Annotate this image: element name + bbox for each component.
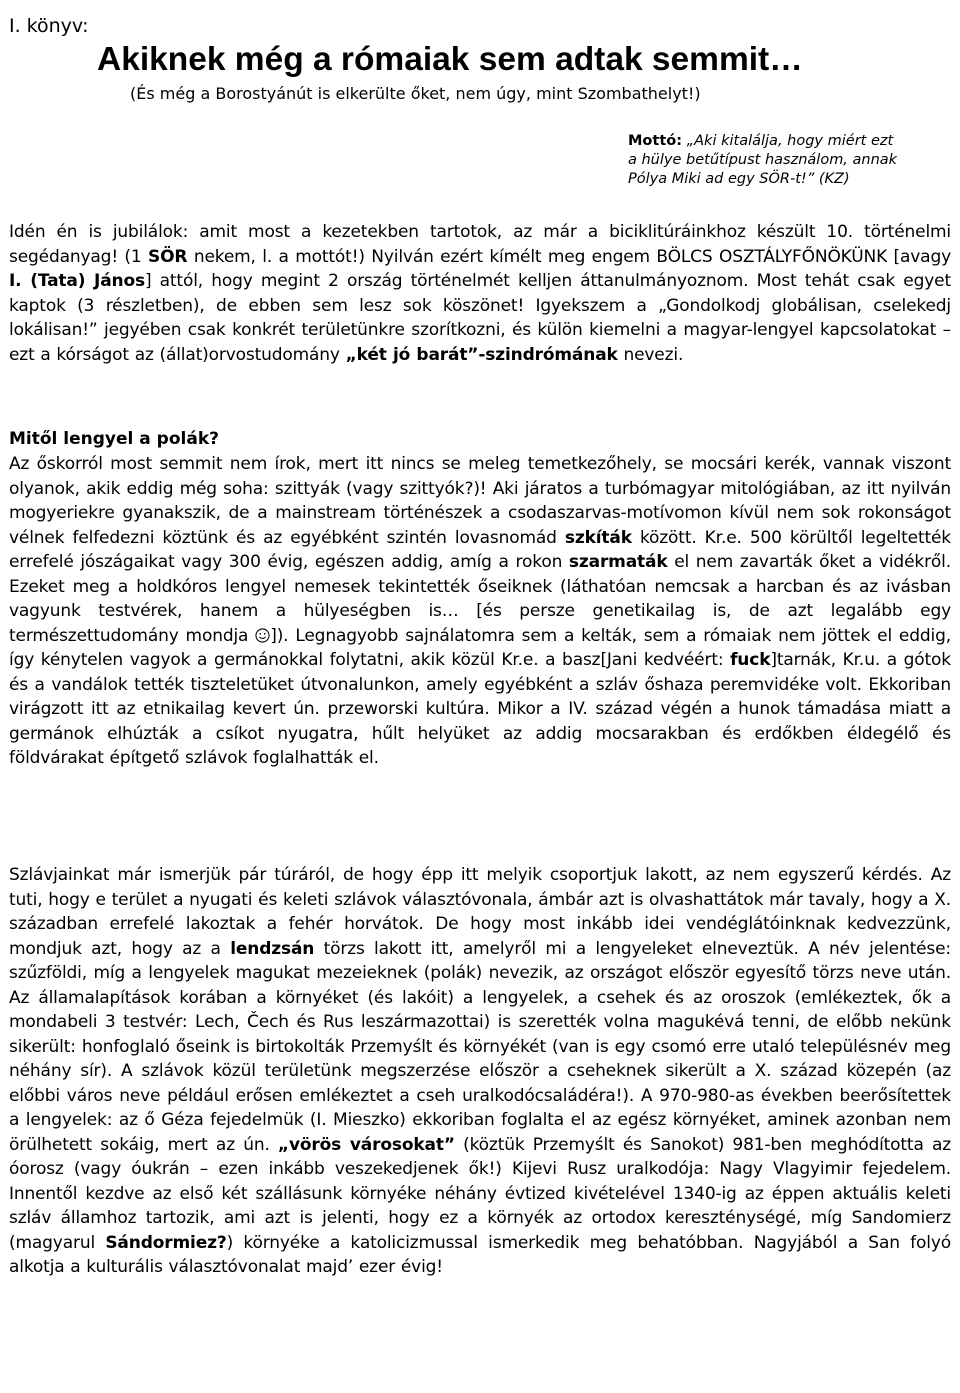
section-heading: Mitől lengyel a polák? [9,429,219,449]
motto-label: Mottó: [628,133,683,149]
book-label: I. könyv: [9,15,89,37]
emphasis: I. (Tata) János [9,271,145,291]
emphasis: fuck [730,650,771,670]
emphasis: szarmaták [568,552,668,572]
history-paragraph: Az őskorról most semmit nem írok, mert itt nincs se meleg temetkezőhely, se mocsári kerék, vannak viszont olyanok, akik eddig még soha: szittyák (vagy szittyók?)! Aki járatos a turbómagyar mitológiában, az itt nyilván mogyeriekre gyanakszik, de a mainstream történészek a csodaszarvas-motívomon kívül nem sok rokonságot vélnek felfedezni köztünk és az egyébként szintén lovasnomád szkíták között. Kr.e. 500 körültől legeltették errefelé jószágaikat vagy 300 évig, egészen addig, amíg a rokon szarmaták el nem zavarták őket a vidékről. Ezeket meg a holdkóros lengyel nemesek tekintették őseiknek (láthatóan nemcsak a harcban és az ivásban vagyunk testvérek, hanem a hülyeségben is… [és persze genetikailag is, de azt legalább egy természettudomány mondja ]). Legnagyobb sajnálatomra sem a kelták, sem a rómaiak nem jöttek el eddig, így kénytelen vagyok a germánokkal folytatni, akik közül Kr.e. a basz[Jani kedvéért: fuck]tarnák, Kr.u. a gótok és a vandálok tették tiszteletüket útvonalunkon, amely egyébként a szláv őshaza peremvidéke volt. Ekkoriban virágzott itt az etnikailag kevert ún. przeworski kultúra. Mikor a IV. század végén a hunok támadása miatt a germánok elhúzták a csíkot nyugatra, hűlt helyüket az addig mocsarakban és erdőkben éldegélő és földvárakat építgető szlávok foglalhatták el. [9,454,951,768]
emphasis: szkíták [564,527,632,548]
emphasis: Sándormiez? [105,1232,227,1253]
motto-block [628,132,897,189]
smiley-icon [255,628,270,643]
chapter-title: Akiknek még a rómaiak sem adtak semmit… [97,41,803,78]
emphasis: „két jó barát”-szindrómának [345,344,618,365]
motto-line-1 [628,132,897,151]
slavs-paragraph: Szlávjainkat már ismerjük pár túráról, de hogy épp itt melyik csoportjuk lakott, az nem egyszerű kérdés. Az tuti, hogy e terület a nyugati és keleti szlávok választóvonala, ámbár azt is olvashattátok már tavaly, hogy a X. században errefelé lakoztak a fehér horvátok. De hogy most inkább idei vendéglátóinknak kedvezzünk, mondjuk azt, hogy az a lendzsán törzs lakott itt, amelyről mi a lengyeleket elneveztük. A név jelentése: szűzföldi, míg a lengyelek magukat mezeieknek (polák) nevezik, az országot először egyesítő törzs neve után. Az államalapítások korában a környéket (és lakóit) a lengyelek, a csehek és az oroszok (emlékeztek, ők a mondabeli 3 testvér: Lech, Čech és Rus leszármazottai) is szerették volna magukévá tenni, de előbb nekünk sikerült: honfoglaló őseink is birtokolták Przemyślt és környékét (van is egy csomó erre utaló településnév meg néhány sír). A szlávok közül területünk megszerzése először a cseheknek sikerült a X. század közepén (az előbbi város neve például erősen emlékeztet a cseh uralkodócsaládéra!). A 970-980-as években beerősítettek a lengyelek: az ő Géza fejedelmük (I. Mieszko) ekkoriban foglalta el az egész környéket, aminek azonban nem örülhetett sokáig, mert az ún. „vörös városokat” (köztük Przemyślt és Sanokot) 981-ben meghódította az óorosz (vagy óukrán – ezen inkább veszekedjenek ők!) Kijevi Rusz uralkodója: Nagy Vlagyimir fejedelem. Innentől kezdve az első két szállásunk környéke néhány évtized kivételével 1340-ig az éppen aktuális keleti szláv államhoz tartozik, ami azt is jelenti, hogy ez a környék az ortodox kereszténységé, míg Sandomierz (magyarul Sándormiez?) környéke a katolicizmussal ismerkedik meg behatóbban. Nagyjából a San folyó alkotja a kulturális választóvonalat majd’ ezer évig! [9,865,951,1277]
motto-line-3: Pólya Miki ad egy SÖR-t!” (KZ) [628,171,850,187]
emphasis: „vörös városokat” [277,1134,455,1155]
motto-line-2: a hülye betűtípust használom, annak [628,152,898,168]
intro-paragraph: Idén én is jubilálok: amit most a kezetekben tartotok, az már a biciklitúráinkhoz készült 10. történelmi segédanyag! (1 SÖR nekem, l. a mottót!) Nyilván ezért kímélt meg engem BÖLCS OSZTÁLYFŐNÖKÜNK [avagy I. (Tata) János] attól, hogy megint 2 ország történelmét kelljen áttanulmányoznom. Most tehát csak egyet kaptok (3 részletben), de ebben sem lesz sok köszönet! Igyekszem a „Gondolkodj globálisan, cselekedj lokálisan!” jegyében csak konkrét területünkre szorítkozni, és külön kiemelni a magyar-lengyel kapcsolatokat – ezt a kórságot az (állat)orvostudomány „két jó barát”-szindrómának nevezi. [9,222,952,365]
emphasis: SÖR [148,246,188,267]
emphasis: lendzsán [230,938,315,959]
motto-text-1: „Aki kitalálja, hogy miért ezt [686,133,894,149]
chapter-subtitle: (És még a Borostyánút is elkerülte őket, nem úgy, mint Szombathelyt!) [130,84,701,103]
